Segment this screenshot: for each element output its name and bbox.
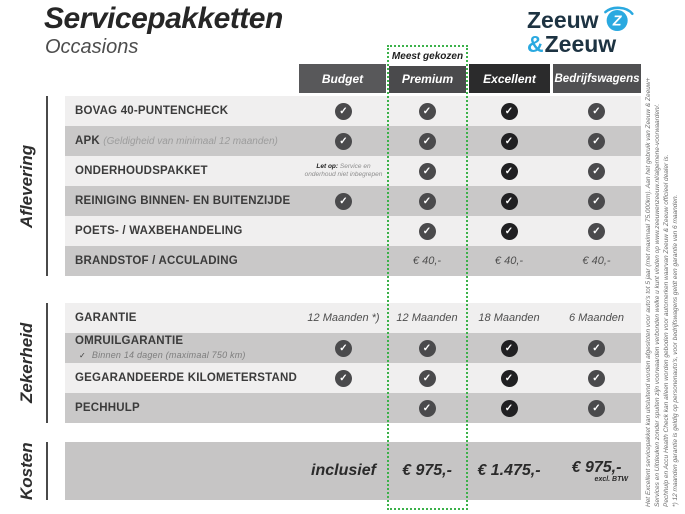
section-aflevering	[65, 96, 641, 276]
cell-premium	[388, 393, 466, 423]
cell-budget	[299, 363, 388, 393]
kosten-row	[65, 442, 641, 500]
table-row-poets	[65, 216, 641, 246]
check-icon: ✓	[588, 103, 605, 120]
table-row-garantie	[65, 303, 641, 333]
cell-excellent	[466, 393, 552, 423]
cell-bedrijfswagens	[552, 186, 641, 216]
fine-print-line: Services en Uitdeuken zonder spuiten zijn voorwaarden verbonden welke u kunt vinden op www.zeeuwenzeeuw.nl/algemene-voorwaarden/.	[654, 103, 661, 507]
kosten-excellent: € 1.475,-	[477, 462, 541, 479]
cell-excellent	[466, 333, 552, 363]
check-icon: ✓	[501, 193, 518, 210]
cell-excellent	[466, 96, 552, 126]
logo-word-1: Zeeuw	[527, 6, 599, 33]
svg-text:Z: Z	[612, 13, 622, 30]
check-icon: ✓	[419, 193, 436, 210]
kosten-bedrijfswagens: € 975,- excl. BTW	[571, 458, 628, 483]
cell-premium	[388, 126, 466, 156]
check-icon: ✓	[419, 370, 436, 387]
check-icon: ✓	[588, 400, 605, 417]
budget-note: Let op: Service en onderhoud niet inbegrepen	[304, 163, 383, 178]
cell-excellent	[466, 363, 552, 393]
table-row-kilometerstand	[65, 363, 641, 393]
fine-print-line: Pechhulp en Accu Health Check kan alleen worden geboden voor automerken waarvan Zeeuw & Zeeuw officieel dealer is.	[663, 154, 670, 507]
cell-bedrijfswagens	[552, 156, 641, 186]
check-icon: ✓	[335, 340, 352, 357]
value-cell: € 40,-	[494, 255, 524, 267]
column-header-bedrijfswagens: Bedrijfswagens	[553, 64, 641, 93]
value-cell: 12 Maanden	[396, 312, 458, 324]
column-header-budget: Budget	[299, 64, 386, 93]
cell-premium	[388, 216, 466, 246]
cell-budget	[299, 303, 388, 333]
table-row-pechhulp	[65, 393, 641, 423]
cell-bedrijfswagens	[552, 96, 641, 126]
check-icon: ✓	[588, 340, 605, 357]
page-subtitle: Occasions	[45, 36, 139, 58]
table-row-bovag	[65, 96, 641, 126]
row-label: OMRUILGARANTIE ✓ Binnen 14 dagen (maximaal 750 km)	[65, 335, 299, 362]
column-header-excellent: Excellent	[469, 64, 550, 93]
cell-bedrijfswagens	[552, 363, 641, 393]
value-cell: € 40,-	[412, 255, 442, 267]
value-cell: 18 Maanden	[478, 312, 540, 324]
check-icon: ✓	[419, 103, 436, 120]
cell-premium	[388, 333, 466, 363]
cell-budget	[299, 246, 388, 276]
row-label: GARANTIE	[75, 311, 137, 324]
cell-excellent	[466, 246, 552, 276]
check-icon: ✓	[501, 370, 518, 387]
cell-excellent	[466, 303, 552, 333]
row-label: GEGARANDEERDE KILOMETERSTAND	[75, 371, 297, 384]
section-label-kosten: Kosten	[17, 442, 36, 500]
kosten-premium: € 975,-	[402, 462, 452, 479]
row-label: ONDERHOUDSPAKKET	[75, 164, 208, 177]
column-header-premium: Premium	[389, 64, 466, 93]
section-zekerheid	[65, 303, 641, 423]
cell-budget	[299, 96, 388, 126]
section-line	[46, 96, 48, 276]
row-label: POETS- / WAXBEHANDELING	[75, 224, 243, 237]
fine-print-line: *) 12 maanden garantie is geldig op personenauto's, voor bedrijfswagens geldt een garantie van 6 maanden.	[672, 194, 679, 507]
value-cell: € 40,-	[582, 255, 611, 267]
cell-premium	[388, 246, 466, 276]
check-icon: ✓	[501, 223, 518, 240]
table-row-omruilgarantie	[65, 333, 641, 363]
check-icon: ✓	[588, 163, 605, 180]
section-line	[46, 303, 48, 423]
check-icon: ✓	[588, 370, 605, 387]
check-icon: ✓	[501, 163, 518, 180]
cell-budget	[299, 156, 388, 186]
cell-bedrijfswagens	[552, 126, 641, 156]
brand-logo	[527, 6, 635, 55]
cell-premium	[388, 303, 466, 333]
cell-budget	[299, 186, 388, 216]
cell-budget	[299, 333, 388, 363]
cell-premium	[388, 96, 466, 126]
fine-print-line: Het Excellent servicepakket kan uitsluitend worden afgesloten voor auto's tot 5 jaar (met maximaal 75.000km). Aan het gebruik van Zeeuw & Zeeuw+	[645, 77, 652, 507]
check-icon: ✓	[588, 193, 605, 210]
section-label-zekerheid: Zekerheid	[17, 322, 36, 404]
cell-premium	[388, 186, 466, 216]
cell-bedrijfswagens	[552, 246, 641, 276]
excl-btw-note: excl. BTW	[594, 475, 628, 483]
cell-excellent	[466, 186, 552, 216]
kosten-budget: inclusief	[311, 462, 376, 479]
check-icon: ✓	[419, 223, 436, 240]
cell-budget	[299, 393, 388, 423]
zeeuw-z-icon	[601, 2, 635, 34]
cell-bedrijfswagens	[552, 303, 641, 333]
check-icon: ✓	[419, 340, 436, 357]
row-sublabel: (Geldigheid van minimaal 12 maanden)	[103, 135, 278, 147]
most-chosen-badge: Meest gekozen	[389, 47, 466, 66]
row-label: BOVAG 40-PUNTENCHECK	[75, 104, 229, 117]
check-icon: ✓	[588, 223, 605, 240]
value-cell: 6 Maanden	[568, 312, 625, 324]
row-subnote: ✓ Binnen 14 dagen (maximaal 750 km)	[79, 349, 246, 360]
check-icon: ✓	[501, 133, 518, 150]
check-icon: ✓	[335, 103, 352, 120]
cell-bedrijfswagens	[552, 393, 641, 423]
check-icon: ✓	[501, 340, 518, 357]
check-icon: ✓	[335, 193, 352, 210]
section-label-aflevering: Aflevering	[17, 144, 36, 228]
cell-excellent	[466, 126, 552, 156]
logo-ampersand: &	[527, 31, 544, 57]
check-icon: ✓	[419, 163, 436, 180]
cell-excellent	[466, 216, 552, 246]
cell-budget	[299, 216, 388, 246]
cell-bedrijfswagens	[552, 333, 641, 363]
check-icon: ✓	[419, 400, 436, 417]
section-line	[46, 442, 48, 500]
check-icon: ✓	[501, 400, 518, 417]
table-row-apk	[65, 126, 641, 156]
row-label: BRANDSTOF / ACCULADING	[75, 254, 238, 267]
page-title: Servicepakketten	[44, 2, 283, 35]
cell-bedrijfswagens	[552, 216, 641, 246]
cell-premium	[388, 156, 466, 186]
cell-premium	[388, 363, 466, 393]
cell-excellent	[466, 156, 552, 186]
row-label: REINIGING BINNEN- EN BUITENZIJDE	[75, 194, 291, 207]
value-cell: 12 Maanden *)	[307, 312, 380, 324]
check-icon: ✓	[79, 350, 86, 360]
fine-print	[644, 5, 680, 507]
check-icon: ✓	[501, 103, 518, 120]
row-label: APK (Geldigheid van minimaal 12 maanden)	[75, 134, 278, 147]
check-icon: ✓	[335, 133, 352, 150]
table-row-reiniging	[65, 186, 641, 216]
cell-budget	[299, 126, 388, 156]
logo-word-2: Zeeuw	[544, 31, 617, 57]
check-icon: ✓	[419, 133, 436, 150]
check-icon: ✓	[588, 133, 605, 150]
row-label: PECHHULP	[75, 401, 140, 414]
table-row-brandstof	[65, 246, 641, 276]
check-icon: ✓	[335, 370, 352, 387]
table-row-onderhoudspakket	[65, 156, 641, 186]
